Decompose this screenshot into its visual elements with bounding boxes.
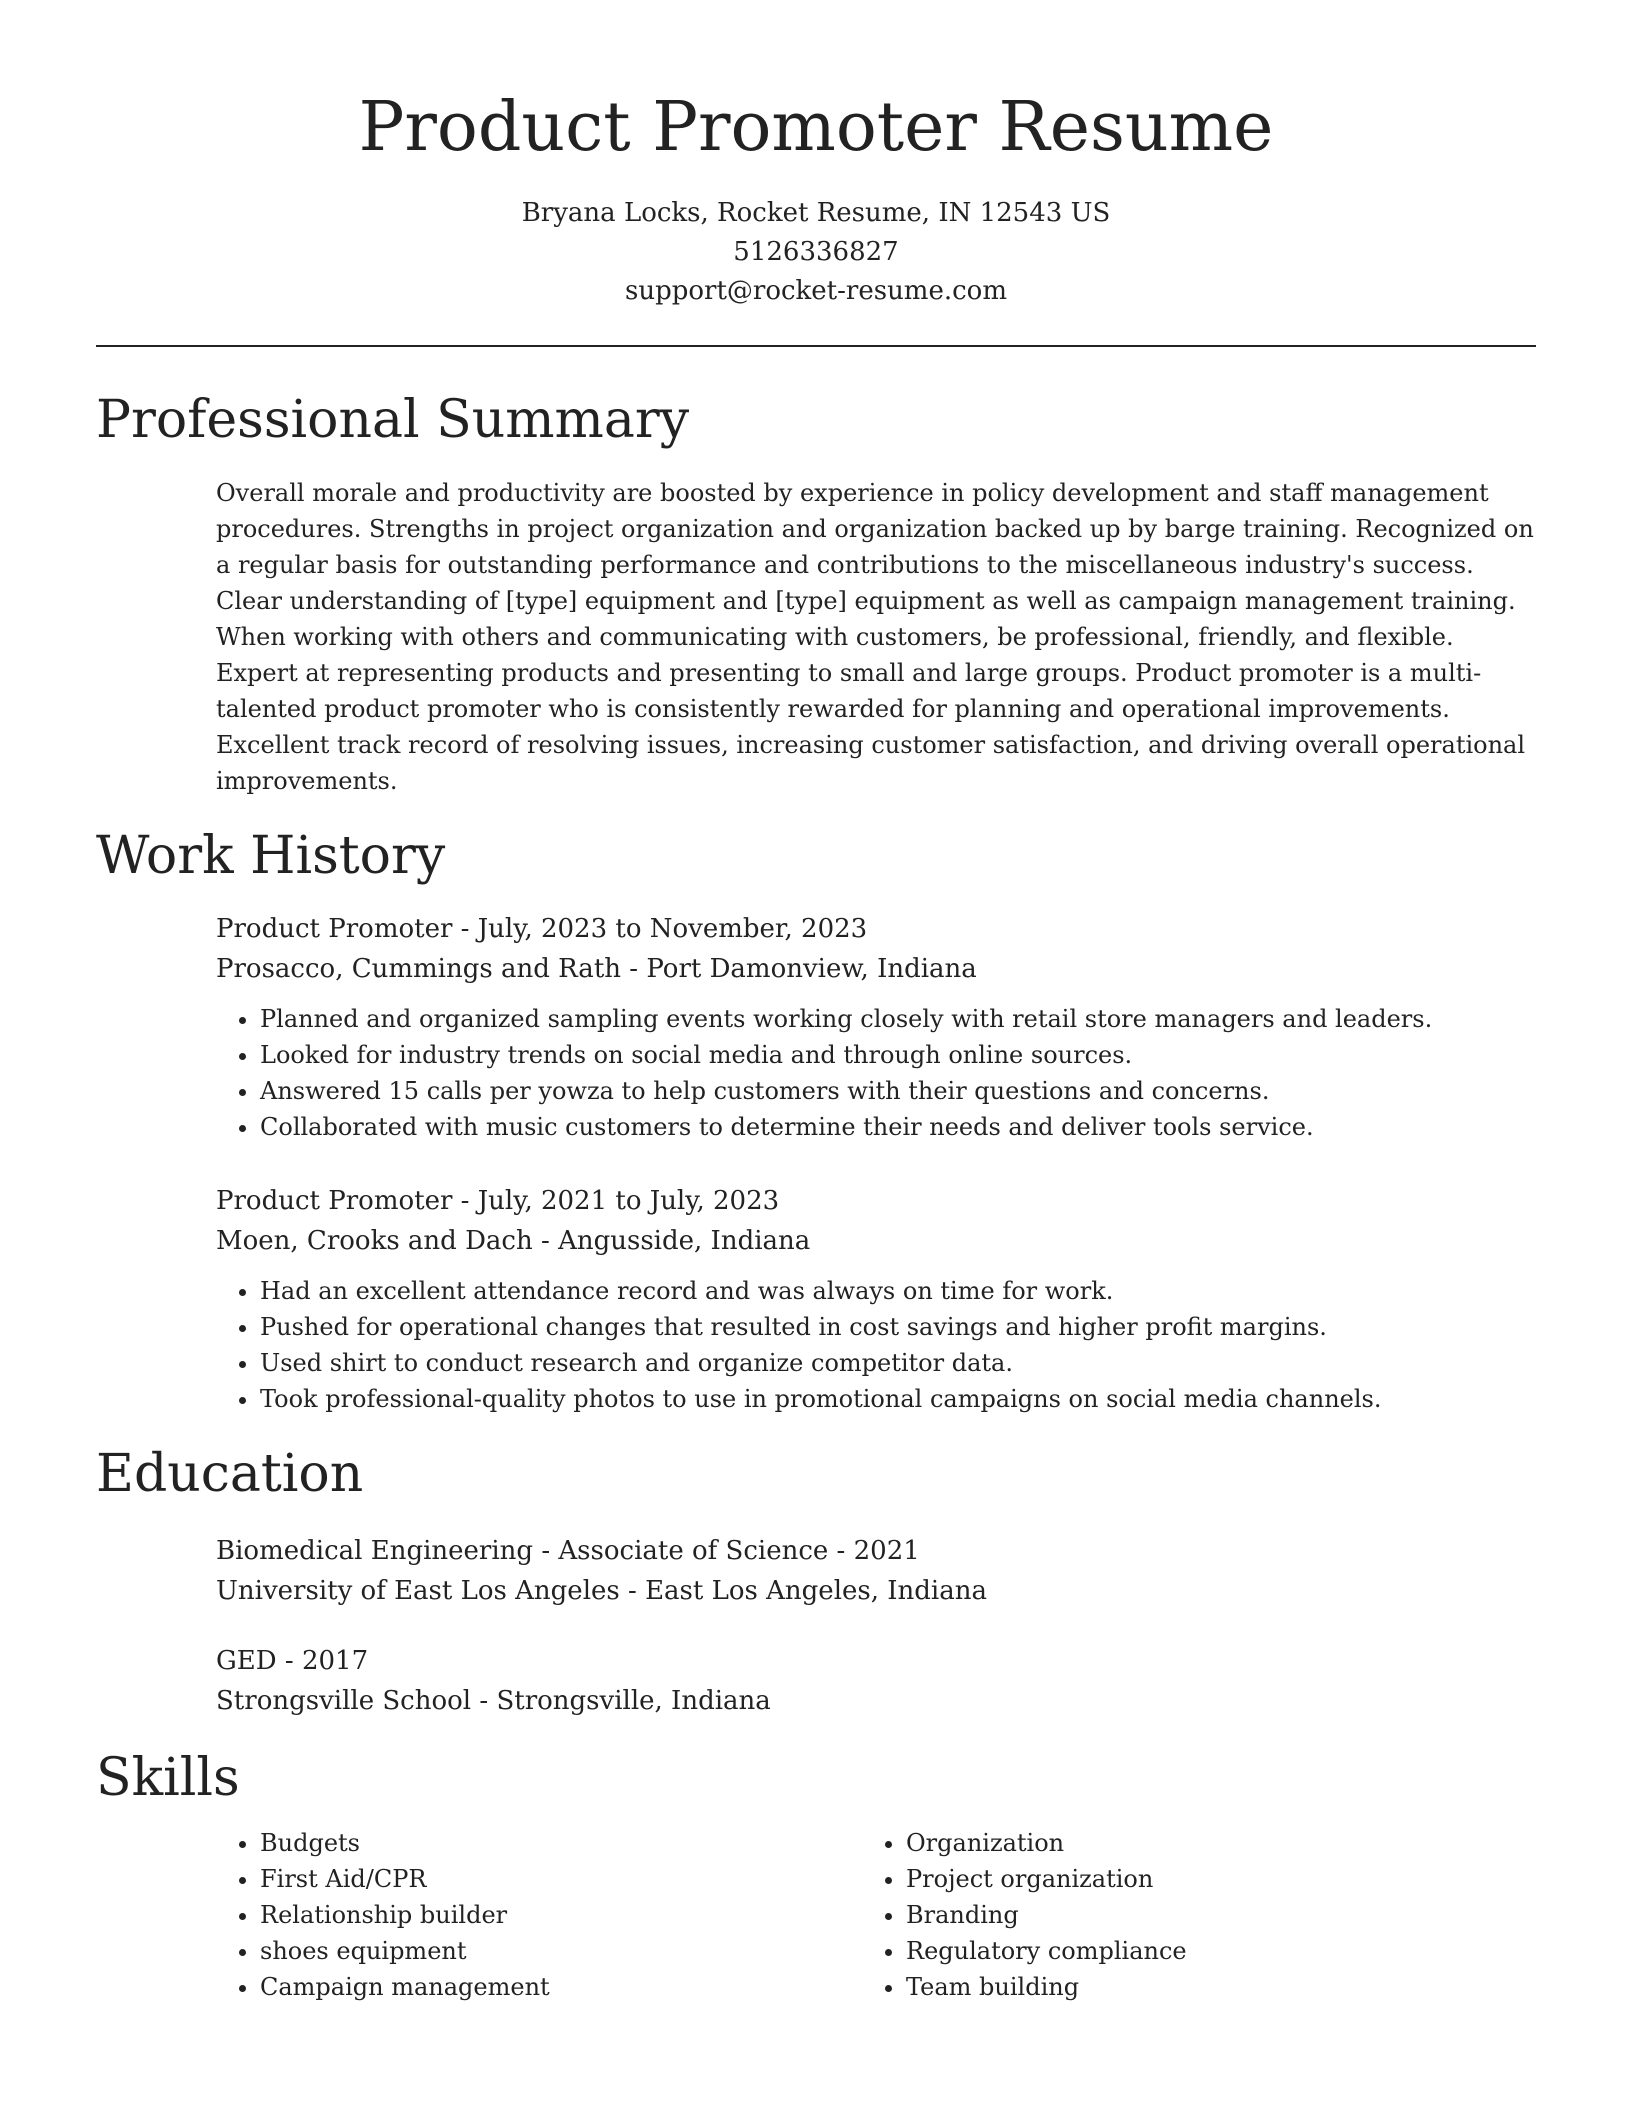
skill-item: • Organization [906, 1825, 1508, 1861]
section-summary [96, 387, 1536, 799]
job-bullet: • Used shirt to conduct research and organize competitor data. [260, 1345, 1536, 1381]
job-bullet: • Took professional-quality photos to use in promotional campaigns on social media channels. [260, 1381, 1536, 1417]
contact-info [96, 194, 1536, 311]
job-bullet: • Collaborated with music customers to determine their needs and deliver tools service. [260, 1109, 1536, 1145]
education-year: 2021 [853, 1536, 920, 1566]
summary-heading: Professional Summary [96, 390, 690, 450]
education-field: Biomedical Engineering [216, 1536, 534, 1566]
page-title: Product Promoter Resume [358, 88, 1274, 167]
job-entry [216, 1181, 1536, 1417]
job-entry [216, 909, 1536, 1145]
job-dates: July, 2023 to November, 2023 [477, 914, 868, 944]
education-school-line: Strongsville School - Strongsville, Indiana [216, 1686, 771, 1716]
education-heading: Education [96, 1444, 364, 1504]
job-company-line: Moen, Crooks and Dach - Angusside, Indiana [216, 1226, 811, 1256]
job-bullets [216, 1273, 1536, 1417]
job-location: Port Damonview, Indiana [646, 954, 977, 984]
contact-address: Bryana Locks, Rocket Resume, IN 12543 US [521, 198, 1111, 228]
job-bullet: • Had an excellent attendance record and was always on time for work. [260, 1273, 1536, 1309]
skill-item: • Budgets [260, 1825, 862, 1861]
skills-column-right [862, 1825, 1508, 2005]
education-body [96, 1531, 1536, 1721]
education-entry [216, 1531, 1536, 1611]
skills-grid [216, 1825, 1536, 2005]
job-title-line: Product Promoter - July, 2023 to November, 2023 [216, 914, 868, 944]
skill-item: • Campaign management [260, 1969, 862, 2005]
job-company-line: Prosacco, Cummings and Rath - Port Damonview, Indiana [216, 954, 977, 984]
summary-text: Overall morale and productivity are boosted by experience in policy development and staff management procedures. Strengths in project organization and organization backed up by barge training. Recognized on a regular basis for outstanding performance and contributions to the miscellaneous industry's success. Clear understanding of [type] equipment and [type] equipment as well as campaign management training. When working with others and communicating with customers, be professional, friendly, and flexible. Expert at representing products and presenting to small and large groups. Product promoter is a multi-talented product promoter who is consistently rewarded for planning and operational improvements. Excellent track record of resolving issues, increasing customer satisfaction, and driving overall operational improvements. [216, 479, 1534, 795]
education-degree-line: Biomedical Engineering - Associate of Science - 2021 [216, 1536, 920, 1566]
job-bullets [216, 1001, 1536, 1145]
job-bullet: • Pushed for operational changes that resulted in cost savings and higher profit margins. [260, 1309, 1536, 1345]
skills-column-left [216, 1825, 862, 2005]
job-title-line: Product Promoter - July, 2021 to July, 2023 [216, 1186, 780, 1216]
skill-item: • shoes equipment [260, 1933, 862, 1969]
skill-item: • Regulatory compliance [906, 1933, 1508, 1969]
job-bullet: • Planned and organized sampling events working closely with retail store managers and leaders. [260, 1001, 1536, 1037]
job-bullet: • Looked for industry trends on social media and through online sources. [260, 1037, 1536, 1073]
skills-body [96, 1825, 1536, 2005]
job-title: Product Promoter [216, 914, 453, 944]
work-heading: Work History [96, 826, 446, 886]
resume-header [96, 0, 1536, 311]
education-entry [216, 1641, 1536, 1721]
section-skills [96, 1745, 1536, 2005]
job-title: Product Promoter [216, 1186, 453, 1216]
education-school: Strongsville School [216, 1686, 472, 1716]
education-location: Strongsville, Indiana [496, 1686, 771, 1716]
contact-phone: 5126336827 [733, 237, 899, 267]
skill-item: • First Aid/CPR [260, 1861, 862, 1897]
education-school: University of East Los Angeles [216, 1576, 620, 1606]
education-school-line: University of East Los Angeles - East Los Angeles, Indiana [216, 1576, 987, 1606]
work-body [96, 909, 1536, 1417]
skill-item: • Branding [906, 1897, 1508, 1933]
education-degree: Associate of Science [558, 1536, 829, 1566]
section-education [96, 1441, 1536, 1721]
section-work-history [96, 823, 1536, 1417]
education-degree-line: GED - 2017 [216, 1646, 369, 1676]
job-company: Prosacco, Cummings and Rath [216, 954, 622, 984]
skills-heading: Skills [96, 1748, 240, 1808]
job-company: Moen, Crooks and Dach [216, 1226, 533, 1256]
contact-email: support@rocket-resume.com [624, 276, 1007, 306]
skill-item: • Team building [906, 1969, 1508, 2005]
job-dates: July, 2021 to July, 2023 [477, 1186, 780, 1216]
education-year: 2017 [301, 1646, 369, 1676]
summary-body [96, 475, 1536, 799]
skill-item: • Project organization [906, 1861, 1508, 1897]
education-location: East Los Angeles, Indiana [645, 1576, 987, 1606]
header-divider [96, 345, 1536, 347]
job-bullet: • Answered 15 calls per yowza to help customers with their questions and concerns. [260, 1073, 1536, 1109]
education-field: GED [216, 1646, 277, 1676]
job-location: Angusside, Indiana [558, 1226, 811, 1256]
skill-item: • Relationship builder [260, 1897, 862, 1933]
